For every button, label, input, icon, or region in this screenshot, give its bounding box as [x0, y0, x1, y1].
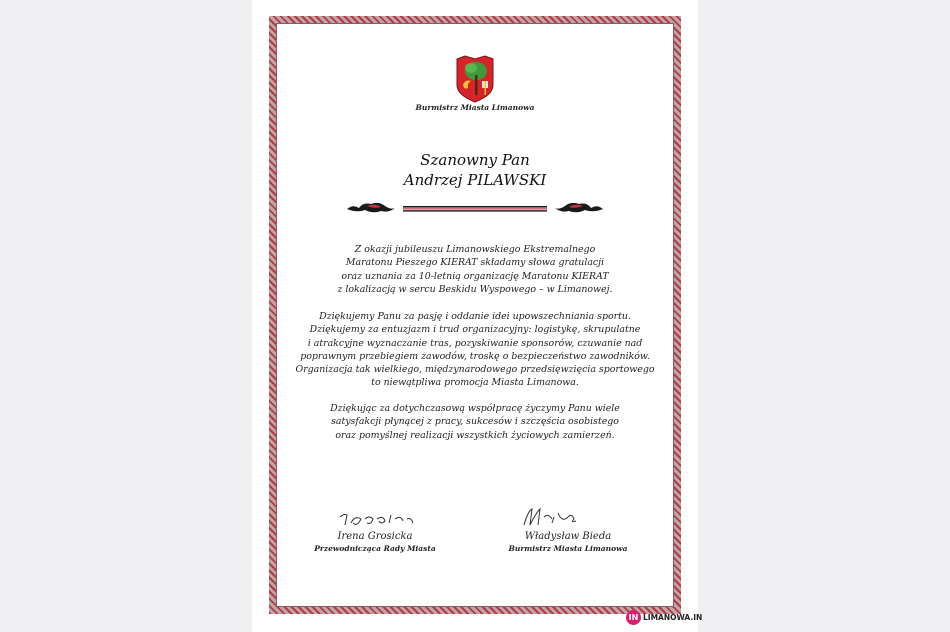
- signatory-name: Władysław Bieda: [524, 531, 612, 542]
- salutation-line: Szanowny Pan: [420, 151, 530, 169]
- signature-block-mayor: [488, 505, 648, 554]
- text-line: Dziękujemy Panu za pasję i oddanie idei upowszechniania sportu.: [319, 311, 631, 322]
- text-line: satysfakcji płynącej z pracy, sukcesów i szczęścia osobistego: [331, 416, 619, 428]
- text-line: Dziękując za dotychczasową współpracę życzymy Panu wiele: [330, 403, 620, 414]
- text-line: Organizacja tak wielkiego, międzynarodowego przedsięwzięcia sportowego: [295, 364, 655, 376]
- watermark-badge-icon: IN: [626, 610, 641, 625]
- crest-label: Burmistrz Miasta Limanowa: [415, 103, 535, 112]
- text-line: oraz uznania za 10-letnią organizację Maratonu KIERAT: [341, 270, 609, 282]
- text-line: oraz pomyślnej realizacji wszystkich życiowych zamierzeń.: [335, 429, 615, 441]
- recipient-name: Andrzej PILAWSKI: [403, 171, 547, 189]
- text-line: z lokalizacją w sercu Beskidu Wyspowego – w Limanowej.: [337, 283, 613, 295]
- handwritten-signature-icon: [295, 505, 455, 527]
- salutation: [330, 150, 620, 190]
- text-line: Maratonu Pieszego KIERAT składamy słowa gratulacji: [345, 257, 605, 269]
- ornamental-divider: [345, 198, 605, 218]
- handwritten-signature-icon: [488, 505, 648, 527]
- coat-of-arms-icon: [455, 55, 495, 103]
- text-line: i atrakcyjne wyznaczanie tras, pozyskiwanie sponsorów, czuwanie nad: [307, 337, 643, 349]
- site-watermark: [626, 608, 702, 626]
- text-line: to niewątpliwa promocja Miasta Limanowa.: [371, 377, 579, 389]
- paragraph-2: [292, 310, 658, 390]
- text-line: poprawnym przebiegiem zawodów, troskę o bezpieczeństwo zawodników.: [300, 350, 650, 362]
- signatory-name: Irena Grosicka: [337, 531, 413, 542]
- paragraph-1: [292, 243, 658, 296]
- paragraph-3: [292, 402, 658, 442]
- signature-block-chair: [295, 505, 455, 554]
- text-line: Z okazji jubileuszu Limanowskiego Ekstremalnego: [354, 244, 596, 255]
- watermark-text: LIMANOWA.IN: [643, 612, 703, 622]
- signatory-title: Przewodnicząca Rady Miasta: [314, 544, 436, 553]
- signatory-title: Burmistrz Miasta Limanowa: [508, 544, 628, 553]
- text-line: Dziękujemy za entuzjazm i trud organizacyjny: logistykę, skrupulatne: [309, 324, 641, 336]
